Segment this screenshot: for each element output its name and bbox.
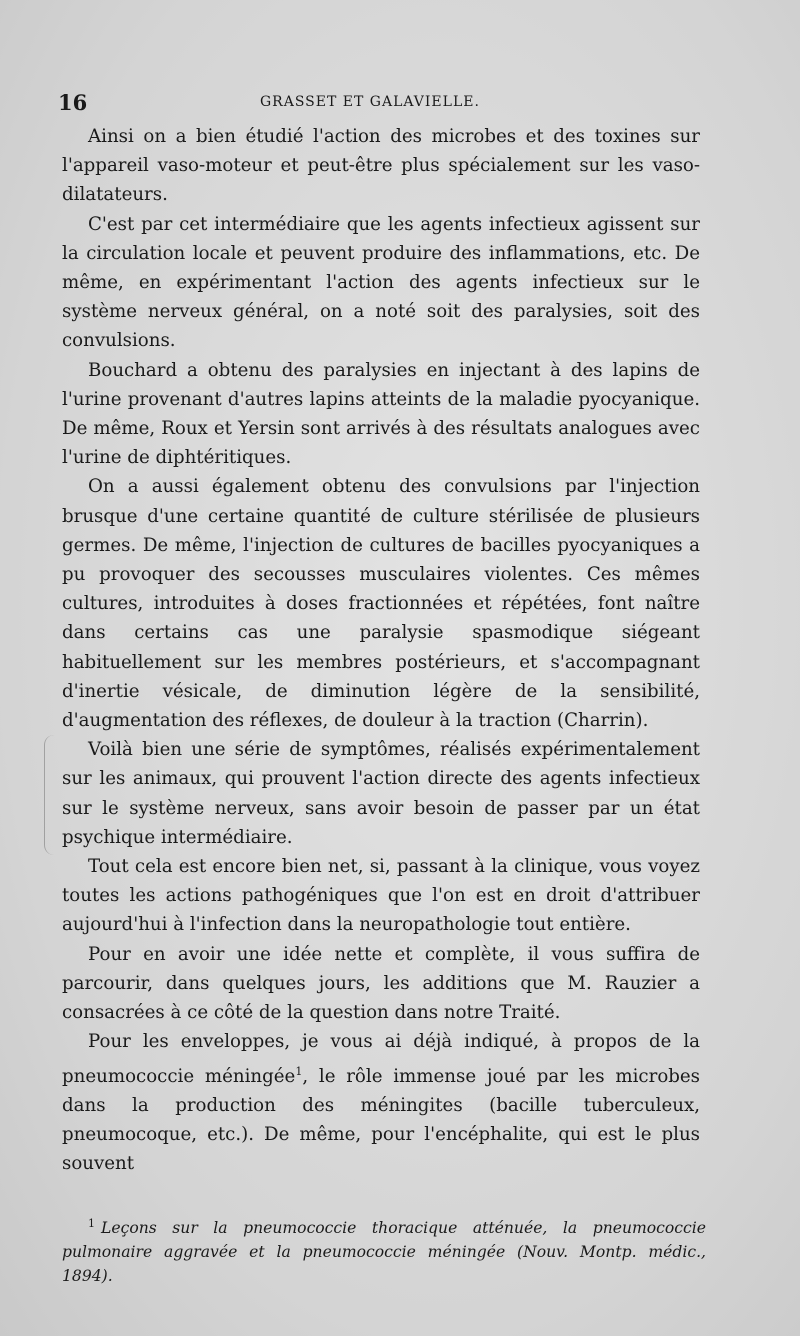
- page-number: 16: [58, 90, 88, 115]
- paragraph: C'est par cet intermédiaire que les agents infectieux agissent sur la circulation locale et peuvent produire des inflammations, etc. De même, en expérimentant l'action des agents infectieux sur le système nerveux général, on a noté soit des paralysies, soit des convulsions.: [62, 213, 700, 352]
- paragraph-last: [62, 1027, 700, 1178]
- paragraph: Pour en avoir une idée nette et complète, il vous suffira de parcourir, dans quelques jours, les additions que M. Rauzier a consacrées à ce côté de la question dans notre Traité.: [62, 943, 700, 1024]
- footnote-mark: 1: [88, 1217, 95, 1230]
- footnote-reference: 1: [295, 1064, 303, 1078]
- paragraph-text-before-ref: Pour les enveloppes, je vous ai déjà indiqué, à propos de la pneumococcie méningée: [62, 1031, 700, 1087]
- margin-pencil-mark: [44, 735, 59, 855]
- paragraph-text-after-ref: , le rôle immense joué par les microbes dans la production des méningites (bacille tuberculeux, pneumocoque, etc.). De même, pour l'encéphalite, qui est le plus souvent: [62, 1065, 701, 1175]
- paragraph: Voilà bien une série de symptômes, réalisés expérimentalement sur les animaux, qui prouvent l'action directe des agents infectieux sur le système nerveux, sans avoir besoin de passer par un état psychique intermédiaire.: [62, 739, 700, 848]
- running-head: [58, 90, 698, 114]
- paragraph: Ainsi on a bien étudié l'action des microbes et des toxines sur l'appareil vaso-moteur et peut-être plus spécialement sur les vaso-dilatateurs.: [62, 126, 700, 206]
- paragraph: Bouchard a obtenu des paralysies en injectant à des lapins de l'urine provenant d'autres lapins atteints de la maladie pyocyanique. De même, Roux et Yersin sont arrivés à des résultats analogues avec l'urine de diphtéritiques.: [62, 359, 700, 469]
- running-title: GRASSET ET GALAVIELLE.: [260, 94, 480, 110]
- footnote: [62, 1212, 706, 1288]
- paragraph: Tout cela est encore bien net, si, passant à la clinique, vous voyez toutes les actions pathogéniques que l'on est en droit d'attribuer aujourd'hui à l'infection dans la neuropathologie tout entière.: [62, 856, 700, 936]
- footnote-text: Leçons sur la pneumococcie thoracique atténuée, la pneumococcie pulmonaire aggravée et la pneumococcie méningée (Nouv. Montp. médic., 1894).: [62, 1219, 706, 1286]
- paragraph: On a aussi également obtenu des convulsions par l'injection brusque d'une certaine quantité de culture stérilisée de plusieurs germes. De même, l'injection de cultures de bacilles pyocyaniques a pu provoquer des secousses musculaires violentes. Ces mêmes cultures, introduites à doses fractionnées et répétées, font naître dans certains cas une paralysie spasmodique siégeant habituellement sur les membres postérieurs, et s'accompagnant d'inertie vésicale, de diminution légère de la sensibilité, d'augmentation des réflexes, de douleur à la traction (Charrin).: [62, 476, 700, 732]
- body-text: [62, 122, 700, 1178]
